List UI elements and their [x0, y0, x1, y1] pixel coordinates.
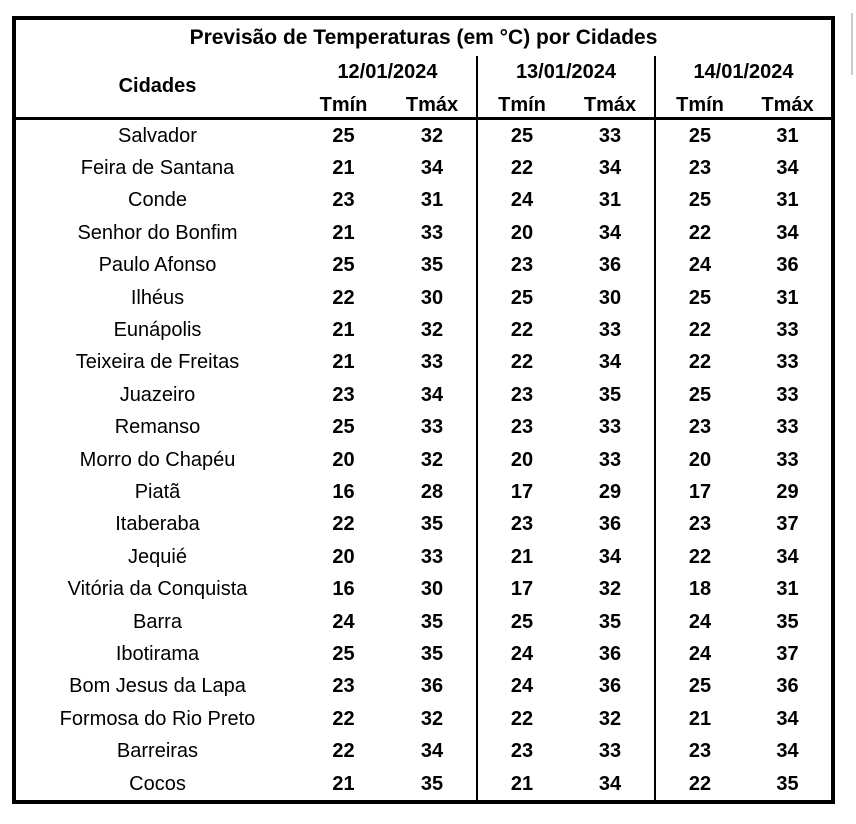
table-row [14, 671, 833, 703]
temperature-cell: 34 [776, 740, 799, 763]
temperature-cell: 22 [655, 347, 744, 379]
temperature-cell: 25 [477, 282, 566, 314]
temperature-cell: 30 [420, 578, 444, 601]
temperature-cell: 29 [598, 480, 622, 503]
temperature-cell: 32 [420, 707, 444, 730]
table-row [14, 250, 833, 282]
temperature-cell: 31 [776, 189, 799, 212]
temperature-cell: 34 [420, 740, 444, 763]
temperature-cell: 30 [420, 286, 444, 309]
temperature-cell: 17 [477, 573, 566, 605]
temperature-cell: 24 [477, 671, 566, 703]
city-cell: Vitória da Conquista [67, 578, 248, 601]
temperature-cell: 31 [776, 286, 799, 309]
temperature-cell: 35 [420, 610, 444, 633]
temperature-cell: 34 [420, 157, 444, 180]
temperature-cell: 21 [332, 351, 355, 374]
city-cell: Jequié [128, 545, 187, 568]
temperature-cell: 35 [420, 772, 444, 795]
temperature-cell: 33 [598, 416, 622, 439]
temperature-cell: 31 [776, 578, 799, 601]
temperature-cell: 16 [332, 480, 355, 503]
temperature-cell: 22 [477, 703, 566, 735]
cities-column-header: Cidades [14, 56, 299, 119]
table-row [14, 119, 833, 153]
temperature-cell: 33 [776, 416, 799, 439]
city-cell: Salvador [118, 124, 197, 147]
temperature-cell: 25 [655, 671, 744, 703]
temperature-cell: 21 [332, 157, 355, 180]
city-cell: Ilhéus [130, 286, 185, 309]
city-cell: Senhor do Bonfim [77, 221, 238, 244]
temperature-cell: 22 [477, 152, 566, 184]
city-cell: Paulo Afonso [98, 254, 217, 277]
temperature-cell: 32 [420, 319, 444, 342]
temperature-cell: 25 [332, 642, 355, 665]
temperature-cell: 31 [598, 189, 622, 212]
temperature-cell: 37 [776, 642, 799, 665]
temperature-cell: 34 [776, 545, 799, 568]
table-row [14, 185, 833, 217]
table-row [14, 735, 833, 767]
temperature-cell: 24 [655, 638, 744, 670]
temperature-cell: 18 [655, 573, 744, 605]
temperature-cell: 33 [420, 416, 444, 439]
temperature-cell: 36 [776, 254, 799, 277]
table-row [14, 573, 833, 605]
temperature-cell: 22 [332, 513, 355, 536]
temperature-cell: 21 [477, 768, 566, 802]
table-row [14, 606, 833, 638]
temperature-cell: 36 [598, 642, 622, 665]
temperature-cell: 24 [655, 250, 744, 282]
temperature-cell: 25 [655, 282, 744, 314]
temperature-cell: 35 [598, 383, 622, 406]
temperature-cell: 36 [420, 675, 444, 698]
temperature-cell: 35 [776, 772, 799, 795]
temperature-cell: 35 [776, 610, 799, 633]
screen-edge-artifact [851, 13, 853, 75]
temperature-cell: 34 [776, 221, 799, 244]
temperature-cell: 20 [332, 545, 355, 568]
temperature-cell: 17 [477, 476, 566, 508]
temperature-cell: 33 [420, 221, 444, 244]
date-header-2: 13/01/2024 [477, 56, 655, 89]
tmax-header-3: Tmáx [744, 89, 833, 119]
temperature-cell: 23 [477, 509, 566, 541]
temperature-cell: 32 [420, 124, 444, 147]
temperature-cell: 20 [477, 444, 566, 476]
city-cell: Cocos [129, 772, 186, 795]
temperature-cell: 25 [332, 416, 355, 439]
temperature-cell: 31 [420, 189, 444, 212]
temperature-cell: 33 [776, 383, 799, 406]
temperature-cell: 36 [598, 254, 622, 277]
temperature-cell: 22 [655, 217, 744, 249]
table-row [14, 509, 833, 541]
city-cell: Eunápolis [113, 319, 202, 342]
temperature-cell: 36 [598, 513, 622, 536]
temperature-cell: 21 [332, 772, 355, 795]
tmin-header-1: Tmín [299, 89, 388, 119]
forecast-table-body [14, 119, 833, 803]
city-cell: Conde [128, 189, 187, 212]
temperature-cell: 33 [776, 448, 799, 471]
city-cell: Ibotirama [115, 642, 200, 665]
temperature-cell: 32 [598, 578, 622, 601]
temperature-cell: 32 [598, 707, 622, 730]
tmin-header-3: Tmín [655, 89, 744, 119]
temperature-cell: 36 [598, 675, 622, 698]
temperature-cell: 34 [598, 772, 622, 795]
temperature-cell: 34 [598, 221, 622, 244]
temperature-cell: 25 [477, 606, 566, 638]
temperature-cell: 34 [776, 707, 799, 730]
temperature-cell: 24 [655, 606, 744, 638]
tmin-header-2: Tmín [477, 89, 566, 119]
temperature-cell: 22 [332, 286, 355, 309]
temperature-cell: 22 [477, 347, 566, 379]
table-row [14, 314, 833, 346]
temperature-cell: 32 [420, 448, 444, 471]
city-cell: Itaberaba [115, 513, 200, 536]
temperature-cell: 23 [477, 412, 566, 444]
table-row [14, 638, 833, 670]
title-row [14, 18, 833, 56]
temperature-cell: 22 [655, 314, 744, 346]
temperature-cell: 20 [655, 444, 744, 476]
temperature-cell: 20 [332, 448, 355, 471]
temperature-cell: 23 [655, 509, 744, 541]
temperature-cell: 36 [776, 675, 799, 698]
temperature-cell: 20 [477, 217, 566, 249]
table-row [14, 703, 833, 735]
temperature-cell: 35 [420, 254, 444, 277]
temperature-cell: 23 [332, 189, 355, 212]
temperature-cell: 24 [477, 638, 566, 670]
temperature-cell: 33 [420, 351, 444, 374]
temperature-cell: 24 [332, 610, 355, 633]
temperature-forecast-table [12, 16, 835, 804]
table-row [14, 412, 833, 444]
temperature-cell: 22 [477, 314, 566, 346]
temperature-cell: 22 [655, 768, 744, 802]
temperature-cell: 23 [655, 412, 744, 444]
city-cell: Remanso [114, 416, 201, 439]
date-header-3: 14/01/2024 [655, 56, 833, 89]
temperature-cell: 35 [420, 642, 444, 665]
temperature-cell: 33 [420, 545, 444, 568]
temperature-cell: 25 [655, 185, 744, 217]
temperature-cell: 22 [655, 541, 744, 573]
temperature-cell: 34 [598, 157, 622, 180]
temperature-cell: 16 [332, 578, 355, 601]
temperature-cell: 23 [477, 250, 566, 282]
temperature-cell: 21 [655, 703, 744, 735]
table-row [14, 379, 833, 411]
temperature-cell: 31 [776, 124, 799, 147]
city-cell: Barreiras [116, 740, 199, 763]
table-title: Previsão de Temperaturas (em °C) por Cidades [189, 26, 658, 49]
table-header [14, 18, 833, 119]
temperature-cell: 35 [420, 513, 444, 536]
temperature-cell: 33 [598, 448, 622, 471]
temperature-cell: 22 [332, 740, 355, 763]
temperature-cell: 34 [420, 383, 444, 406]
temperature-cell: 28 [420, 480, 444, 503]
temperature-cell: 33 [776, 351, 799, 374]
temperature-cell: 33 [598, 740, 622, 763]
tmax-header-2: Tmáx [566, 89, 655, 119]
city-cell: Barra [133, 610, 182, 633]
temperature-cell: 23 [477, 735, 566, 767]
temperature-cell: 35 [598, 610, 622, 633]
city-cell: Piatã [134, 480, 181, 503]
temperature-cell: 17 [655, 476, 744, 508]
temperature-cell: 25 [655, 379, 744, 411]
temperature-cell: 25 [332, 124, 355, 147]
temperature-cell: 34 [598, 351, 622, 374]
temperature-cell: 23 [655, 735, 744, 767]
temperature-cell: 25 [655, 119, 744, 153]
temperature-cell: 23 [332, 675, 355, 698]
temperature-cell: 33 [598, 124, 622, 147]
table-row [14, 444, 833, 476]
temperature-cell: 33 [598, 319, 622, 342]
table-row [14, 152, 833, 184]
temperature-cell: 25 [477, 119, 566, 153]
city-cell: Teixeira de Freitas [75, 351, 240, 374]
temperature-cell: 25 [332, 254, 355, 277]
table-row [14, 347, 833, 379]
temperature-cell: 23 [332, 383, 355, 406]
city-cell: Bom Jesus da Lapa [69, 675, 246, 698]
city-cell: Juazeiro [119, 383, 196, 406]
city-cell: Morro do Chapéu [79, 448, 236, 471]
table-row [14, 476, 833, 508]
temperature-cell: 21 [332, 319, 355, 342]
date-header-row [14, 56, 833, 89]
temperature-cell: 34 [776, 157, 799, 180]
temperature-cell: 29 [776, 480, 799, 503]
table-row [14, 541, 833, 573]
city-cell: Feira de Santana [80, 157, 235, 180]
table-row [14, 768, 833, 802]
temperature-cell: 37 [776, 513, 799, 536]
temperature-cell: 22 [332, 707, 355, 730]
temperature-cell: 23 [655, 152, 744, 184]
temperature-cell: 21 [332, 221, 355, 244]
temperature-cell: 24 [477, 185, 566, 217]
table-row [14, 282, 833, 314]
temperature-cell: 34 [598, 545, 622, 568]
table-row [14, 217, 833, 249]
city-cell: Formosa do Rio Preto [59, 707, 256, 730]
temperature-cell: 21 [477, 541, 566, 573]
date-header-1: 12/01/2024 [337, 61, 438, 83]
temperature-cell: 33 [776, 319, 799, 342]
temperature-cell: 30 [598, 286, 622, 309]
temperature-cell: 23 [477, 379, 566, 411]
tmax-header-1: Tmáx [388, 89, 477, 119]
